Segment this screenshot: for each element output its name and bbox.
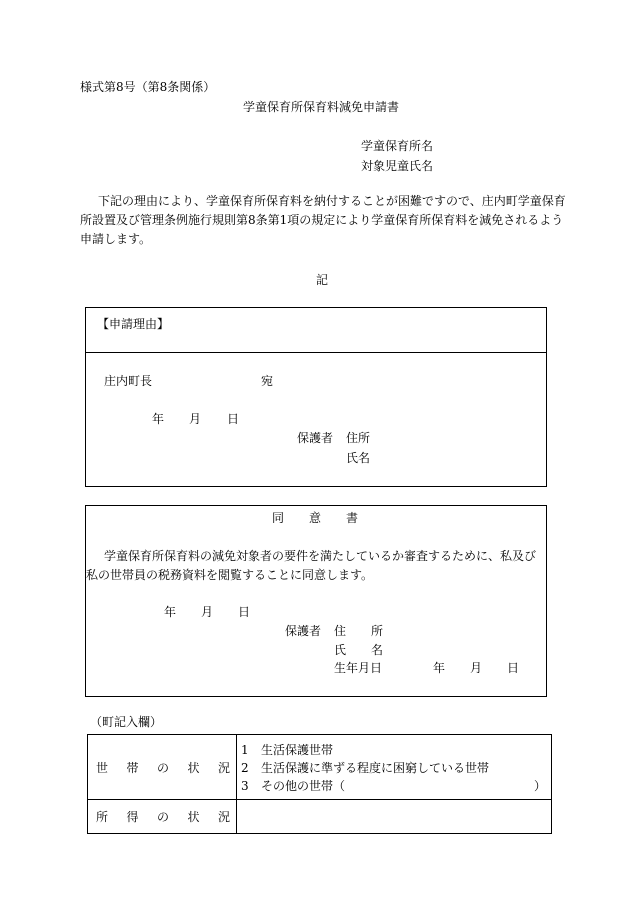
household-label-char: 帯 [126,760,139,775]
household-option [241,741,551,759]
guardian-label: 保護者 [297,431,334,445]
household-options-cell [237,735,552,800]
consent-date-day: 日 [238,605,251,619]
option-text: 生活保護世帯 [261,743,334,757]
income-label [88,808,236,825]
option-close-paren: ） [533,779,546,793]
consent-title-2: 意 [309,511,322,525]
income-value-cell[interactable] [237,800,552,834]
date-month: 月 [189,412,202,426]
income-label-cell [88,800,237,834]
consent-name-label-1: 氏 [334,643,347,657]
consent-title-3: 書 [346,511,359,525]
household-label-cell [88,735,237,800]
option-number: 2 [241,761,249,775]
income-label-char: 所 [96,810,109,824]
option-number: 1 [241,743,249,757]
form-title: 学童保育所保育料減免申請書 [243,100,400,114]
option-text: 生活保護に準ずる程度に困窮している世帯 [261,761,490,775]
divider [85,352,547,353]
household-label-char: の [156,760,169,775]
household-label-char: 状 [187,760,200,775]
income-row [88,800,552,834]
consent-address-label-1: 住 [334,624,347,638]
option-number: 3 [241,779,249,793]
household-option [241,759,551,777]
addressee-suffix: 宛 [261,374,274,388]
household-label-char: 世 [96,760,109,775]
town-entry-table [87,734,552,834]
consent-date-year: 年 [164,605,177,619]
consent-text: 学童保育所保育料の減免対象者の要件を満たしているか審査するために、私及び私の世帯員の税務資料を閲覧することに同意します。 [86,549,537,582]
facility-name-label: 学童保育所名 [361,139,434,153]
consent-title-1: 同 [272,511,285,525]
birthdate-day: 日 [507,661,520,675]
date-day: 日 [227,412,240,426]
consent-guardian-label: 保護者 [285,624,322,638]
household-row [88,735,552,800]
household-option [241,777,551,795]
income-label-char: 状 [187,810,200,824]
application-statement: 下記の理由により、学童保育所保育料を納付することが困難ですので、庄内町学童保育所設置及び管理条例施行規則第8条第1項の規定により学童保育所保育料を減免されるよう申請します。 [80,194,566,246]
reason-label: 【申請理由】 [97,317,170,331]
child-name-label: 対象児童氏名 [361,159,434,173]
consent-date-month: 月 [201,605,214,619]
ki-heading: 記 [316,273,329,287]
income-label-char: 況 [217,810,230,824]
birthdate-year: 年 [433,661,446,675]
income-label-char: 得 [126,810,139,824]
birthdate-label: 生年月日 [334,661,383,675]
consent-name-label-2: 名 [371,643,384,657]
form-number: 様式第8号（第8条関係） [80,80,216,94]
name-label: 氏名 [346,451,371,465]
income-label-char: の [156,810,169,824]
address-label: 住所 [346,431,371,445]
date-year: 年 [152,412,165,426]
addressee: 庄内町長 [104,374,153,388]
consent-address-label-2: 所 [371,624,384,638]
birthdate-month: 月 [470,661,483,675]
household-label [88,759,236,776]
option-text: その他の世帯（ [261,779,346,793]
application-box [85,307,547,487]
town-section-heading: （町記入欄） [90,715,163,729]
household-label-char: 況 [217,760,230,775]
